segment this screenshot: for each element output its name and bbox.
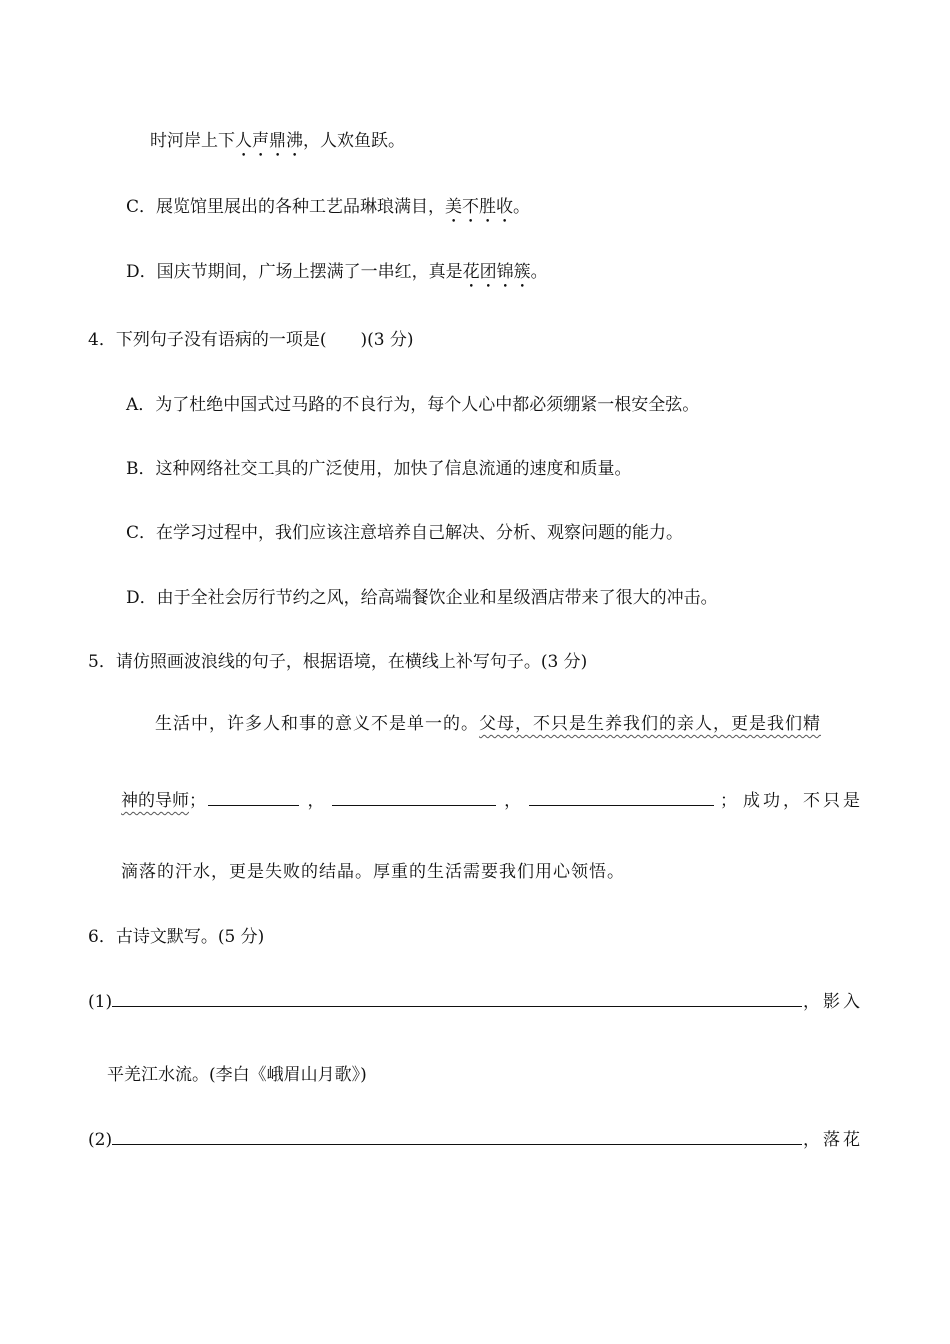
wavy-underlined-sentence: 神的导师 (121, 791, 189, 811)
emphasized-idiom: 人声鼎沸 (235, 131, 303, 151)
q3-option-d (126, 260, 548, 292)
item-number: (1) (88, 992, 113, 1012)
text-segment: ，影入 (803, 992, 863, 1012)
q4-option-b: B．这种网络社交工具的广泛使用，加快了信息流通的速度和质量。 (126, 459, 632, 479)
text-segment: 时河岸上下 (150, 131, 235, 151)
punctuation: ， (504, 791, 522, 811)
answer-blank-poem-1[interactable] (112, 988, 802, 1007)
q6-stem: 6．古诗文默写。(5 分) (88, 927, 265, 947)
q5-paragraph-line-1 (155, 712, 865, 736)
q4-option-a: A．为了杜绝中国式过马路的不良行为，每个人心中都必须绷紧一根安全弦。 (126, 395, 700, 415)
item-number: (2) (88, 1130, 113, 1150)
punctuation: ， (307, 791, 325, 811)
q4-option-c: C．在学习过程中，我们应该注意培养自己解决、分析、观察问题的能力。 (126, 523, 684, 543)
text-segment: 生活中，许多人和事的意义不是单一的。 (155, 714, 479, 734)
q4-option-d: D．由于全社会厉行节约之风，给高端餐饮企业和星级酒店带来了很大的冲击。 (126, 588, 718, 608)
q5-stem: 5．请仿照画波浪线的句子，根据语境，在横线上补写句子。(3 分) (88, 652, 588, 672)
q3-option-b-continuation (150, 129, 405, 161)
emphasized-idiom: 花团锦簇 (462, 262, 531, 282)
text-segment: ，人欢鱼跃。 (303, 131, 405, 151)
emphasized-idiom: 美不胜收 (445, 197, 514, 217)
text-segment: D．国庆节期间，广场上摆满了一串红，真是 (126, 262, 463, 282)
text-segment: 成功，不只是 (743, 791, 863, 811)
text-segment: C．展览馆里展出的各种工艺品琳琅满目， (126, 197, 446, 217)
answer-blank-1[interactable] (208, 787, 299, 806)
answer-blank-2[interactable] (332, 787, 496, 806)
text-segment: ，落花 (803, 1130, 863, 1150)
q5-paragraph-line-2 (121, 787, 863, 813)
answer-blank-poem-2[interactable] (112, 1126, 802, 1145)
text-segment: 。 (513, 197, 531, 217)
q5-paragraph-line-3: 滴落的汗水，更是失败的结晶。厚重的生活需要我们用心领悟。 (121, 862, 625, 882)
q6-item-1-continuation: 平羌江水流。(李白《峨眉山月歌》) (107, 1065, 367, 1085)
text-segment: 。 (530, 262, 548, 282)
punctuation: ； (720, 791, 737, 811)
q6-item-2 (88, 1126, 863, 1152)
q4-stem: 4．下列句子没有语病的一项是( )(3 分) (88, 330, 414, 350)
q6-item-1 (88, 988, 863, 1014)
answer-blank-3[interactable] (529, 787, 714, 806)
q3-option-c (126, 195, 530, 227)
wavy-underlined-sentence: 父母，不只是生养我们的亲人，更是我们精 (479, 714, 821, 734)
punctuation: ； (189, 791, 206, 811)
